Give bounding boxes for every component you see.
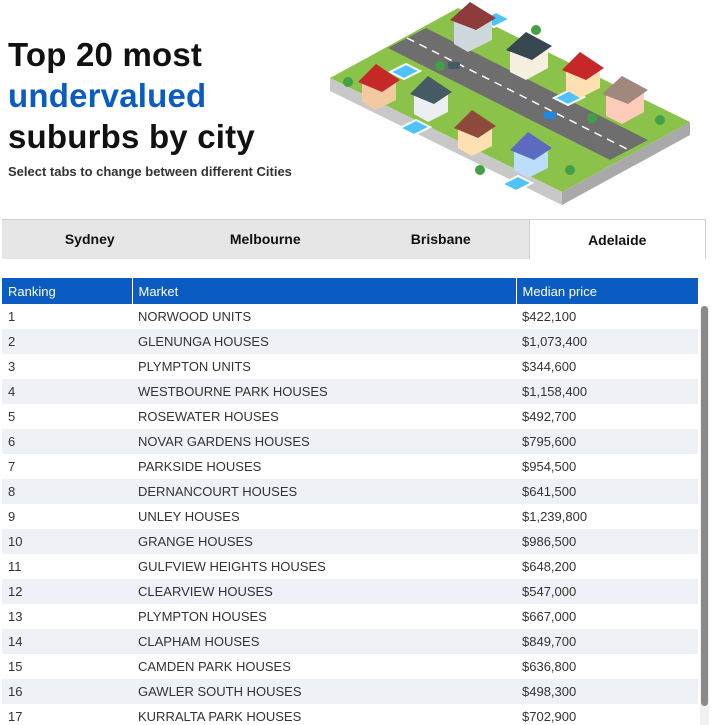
cell-median-price: $648,200 bbox=[522, 559, 577, 574]
table-row bbox=[2, 304, 698, 329]
cell-median-price: $986,500 bbox=[516, 529, 698, 554]
table-row bbox=[2, 554, 698, 579]
cell-market: PLYMPTON HOUSES bbox=[138, 609, 267, 624]
title-line-2: undervalued bbox=[8, 77, 207, 114]
cell-market: GULFVIEW HEIGHTS HOUSES bbox=[138, 559, 326, 574]
table-row bbox=[2, 679, 698, 704]
cell-market: CLEARVIEW HOUSES bbox=[132, 579, 516, 604]
table-row bbox=[2, 379, 698, 404]
cell-median-price: $1,158,400 bbox=[516, 379, 698, 404]
cell-market: WESTBOURNE PARK HOUSES bbox=[132, 379, 516, 404]
table-row bbox=[2, 354, 698, 379]
cell-median-price: $344,600 bbox=[522, 359, 577, 374]
table-row bbox=[2, 604, 698, 629]
header-ranking[interactable]: Ranking bbox=[2, 278, 132, 304]
cell-median-price: $954,500 bbox=[522, 459, 577, 474]
tab-brisbane[interactable]: Brisbane bbox=[410, 231, 471, 247]
cell-market: ROSEWATER HOUSES bbox=[138, 409, 279, 424]
cell-median-price: $1,239,800 bbox=[522, 509, 588, 524]
suburbs-table-container bbox=[2, 278, 709, 725]
table-row bbox=[2, 529, 698, 554]
cell-market: GAWLER SOUTH HOUSES bbox=[132, 679, 516, 704]
cell-ranking: 16 bbox=[2, 679, 132, 704]
cell-ranking: 8 bbox=[2, 479, 132, 504]
tab-adelaide[interactable]: Adelaide bbox=[529, 219, 707, 259]
cell-market: PARKSIDE HOUSES bbox=[138, 459, 262, 474]
cell-median-price: $641,500 bbox=[516, 479, 698, 504]
table-row bbox=[2, 454, 698, 479]
cell-ranking: 7 bbox=[8, 459, 16, 474]
cell-median-price: $667,000 bbox=[522, 609, 577, 624]
table-scrollbar[interactable] bbox=[700, 306, 709, 725]
cell-ranking: 10 bbox=[2, 529, 132, 554]
cell-ranking: 3 bbox=[8, 359, 16, 374]
page-title bbox=[8, 34, 328, 157]
cell-market: GRANGE HOUSES bbox=[132, 529, 516, 554]
cell-median-price: $636,800 bbox=[522, 659, 577, 674]
cell-ranking: 11 bbox=[8, 559, 22, 574]
table-row bbox=[2, 429, 698, 454]
cell-median-price: $422,100 bbox=[522, 309, 577, 324]
cell-ranking: 5 bbox=[8, 409, 16, 424]
subtitle: Select tabs to change between different Cities bbox=[8, 164, 292, 179]
header bbox=[0, 0, 714, 215]
table-row bbox=[2, 329, 698, 354]
tab-sydney[interactable]: Sydney bbox=[64, 231, 115, 247]
table-row bbox=[2, 404, 698, 429]
scrollbar-thumb[interactable] bbox=[701, 306, 708, 706]
table-row bbox=[2, 579, 698, 604]
cell-median-price: $492,700 bbox=[522, 409, 577, 424]
cell-market: KURRALTA PARK HOUSES bbox=[138, 709, 302, 724]
table-row bbox=[2, 629, 698, 654]
table-row bbox=[2, 654, 698, 679]
city-tabs bbox=[2, 219, 706, 259]
cell-median-price: $547,000 bbox=[516, 579, 698, 604]
cell-ranking: 14 bbox=[2, 629, 132, 654]
cell-ranking: 4 bbox=[2, 379, 132, 404]
cell-ranking: 1 bbox=[8, 309, 16, 324]
table-row bbox=[2, 479, 698, 504]
cell-market: CAMDEN PARK HOUSES bbox=[138, 659, 291, 674]
tab-melbourne[interactable]: Melbourne bbox=[229, 231, 301, 247]
cell-ranking: 9 bbox=[8, 509, 16, 524]
cell-median-price: $498,300 bbox=[516, 679, 698, 704]
cell-median-price: $795,600 bbox=[516, 429, 698, 454]
title-line-1: Top 20 most bbox=[8, 36, 203, 73]
cell-ranking: 2 bbox=[2, 329, 132, 354]
table-row bbox=[2, 704, 698, 725]
cell-ranking: 15 bbox=[8, 659, 23, 674]
header-median-price[interactable]: Median price bbox=[516, 278, 698, 304]
cell-market: GLENUNGA HOUSES bbox=[132, 329, 516, 354]
cell-ranking: 13 bbox=[8, 609, 23, 624]
cell-market: NORWOOD UNITS bbox=[138, 309, 252, 324]
cell-median-price: $1,073,400 bbox=[516, 329, 698, 354]
table-body bbox=[2, 304, 698, 725]
cell-market: UNLEY HOUSES bbox=[138, 509, 240, 524]
cell-market: NOVAR GARDENS HOUSES bbox=[132, 429, 516, 454]
cell-market: DERNANCOURT HOUSES bbox=[132, 479, 516, 504]
cell-median-price: $849,700 bbox=[516, 629, 698, 654]
cell-market: CLAPHAM HOUSES bbox=[132, 629, 516, 654]
cell-ranking: 6 bbox=[2, 429, 132, 454]
title-line-3: suburbs by city bbox=[8, 118, 255, 155]
suburbs-table bbox=[2, 278, 698, 725]
suburb-houses-illustration bbox=[330, 0, 690, 212]
cell-ranking: 17 bbox=[8, 709, 23, 724]
table-header-row bbox=[2, 278, 698, 304]
table-row bbox=[2, 504, 698, 529]
header-market[interactable]: Market bbox=[132, 278, 516, 304]
cell-ranking: 12 bbox=[2, 579, 132, 604]
cell-median-price: $702,900 bbox=[522, 709, 577, 724]
cell-market: PLYMPTON UNITS bbox=[138, 359, 251, 374]
